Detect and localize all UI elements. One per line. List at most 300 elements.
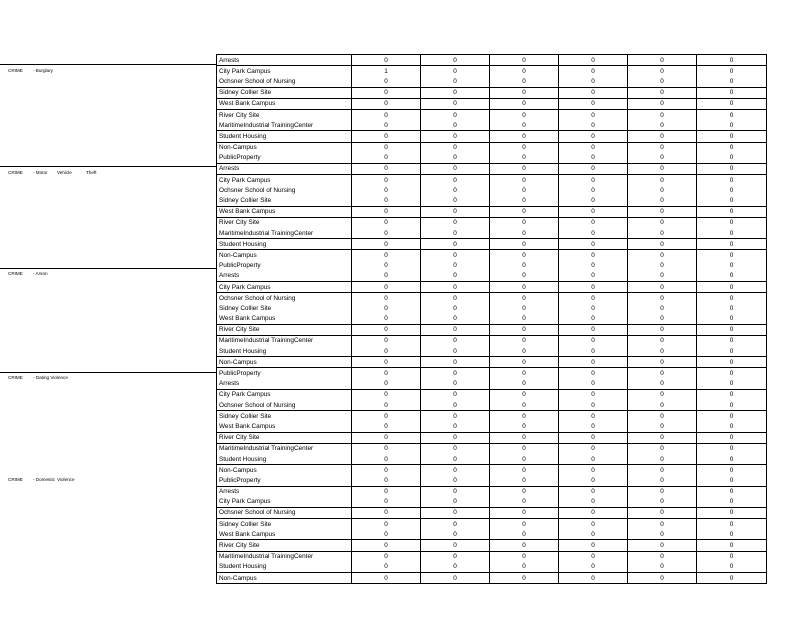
- table-row: [217, 454, 767, 465]
- count-cell: 0: [421, 163, 490, 174]
- count-cell: 0: [352, 389, 421, 400]
- count-cell: 1: [352, 66, 421, 77]
- crime-label-word: - Burglary: [33, 68, 53, 73]
- count-cell: 0: [421, 324, 490, 335]
- table-row: [217, 519, 767, 530]
- count-cell: 0: [352, 303, 421, 313]
- table-row: [217, 98, 767, 109]
- count-cell: 0: [697, 293, 767, 304]
- count-cell: 0: [628, 486, 697, 497]
- count-cell: 0: [559, 281, 628, 292]
- table-row: [217, 163, 767, 174]
- count-cell: 0: [559, 185, 628, 195]
- count-cell: 0: [697, 497, 767, 508]
- count-cell: 0: [628, 185, 697, 195]
- location-cell: West Bank Campus: [217, 206, 352, 217]
- count-cell: 0: [352, 195, 421, 206]
- count-cell: 0: [490, 131, 559, 142]
- table-row: [217, 87, 767, 98]
- location-cell: MaritimeIndustrial TrainingCenter: [217, 228, 352, 239]
- count-cell: 0: [628, 346, 697, 357]
- count-cell: 0: [352, 562, 421, 573]
- table-row: [217, 486, 767, 497]
- count-cell: 0: [421, 261, 490, 271]
- count-cell: 0: [697, 185, 767, 195]
- count-cell: 0: [490, 529, 559, 540]
- count-cell: 0: [421, 443, 490, 454]
- count-cell: 0: [352, 109, 421, 120]
- table-row: [217, 411, 767, 422]
- table-row: [217, 497, 767, 508]
- count-cell: 0: [628, 271, 697, 282]
- count-cell: 0: [628, 475, 697, 486]
- count-cell: 0: [697, 131, 767, 142]
- count-cell: 0: [352, 185, 421, 195]
- count-cell: 0: [697, 421, 767, 432]
- count-cell: 0: [697, 454, 767, 465]
- count-cell: 0: [490, 228, 559, 239]
- count-cell: 0: [490, 217, 559, 228]
- count-cell: 0: [697, 475, 767, 486]
- count-cell: 0: [559, 475, 628, 486]
- table-row: [217, 185, 767, 195]
- count-cell: 0: [421, 573, 490, 584]
- count-cell: 0: [352, 540, 421, 551]
- count-cell: 0: [697, 432, 767, 443]
- count-cell: 0: [490, 335, 559, 346]
- count-cell: 0: [421, 368, 490, 379]
- count-cell: 0: [421, 497, 490, 508]
- count-cell: 0: [628, 324, 697, 335]
- count-cell: 0: [628, 303, 697, 313]
- crime-label-word: CRIME: [8, 170, 23, 175]
- count-cell: 0: [421, 66, 490, 77]
- location-cell: Non-Campus: [217, 250, 352, 261]
- table-row: [217, 293, 767, 304]
- count-cell: 0: [559, 562, 628, 573]
- count-cell: 0: [559, 109, 628, 120]
- count-cell: 0: [490, 357, 559, 368]
- count-cell: 0: [559, 379, 628, 390]
- count-cell: 0: [490, 185, 559, 195]
- count-cell: 0: [352, 497, 421, 508]
- count-cell: 0: [490, 66, 559, 77]
- count-cell: 0: [421, 87, 490, 98]
- count-cell: 0: [490, 551, 559, 562]
- count-cell: 0: [421, 153, 490, 164]
- count-cell: 0: [697, 55, 767, 66]
- location-cell: PublicProperty: [217, 368, 352, 379]
- count-cell: 0: [697, 281, 767, 292]
- location-cell: MaritimeIndustrial TrainingCenter: [217, 120, 352, 131]
- count-cell: 0: [352, 175, 421, 186]
- location-cell: Non-Campus: [217, 573, 352, 584]
- count-cell: 0: [421, 562, 490, 573]
- location-cell: MaritimeIndustrial TrainingCenter: [217, 551, 352, 562]
- count-cell: 0: [628, 562, 697, 573]
- count-cell: 0: [490, 421, 559, 432]
- table-row: [217, 465, 767, 476]
- crime-label-word: Violence: [57, 477, 75, 482]
- count-cell: 0: [697, 217, 767, 228]
- count-cell: 0: [697, 120, 767, 131]
- count-cell: 0: [490, 519, 559, 530]
- count-cell: 0: [421, 131, 490, 142]
- count-cell: 0: [628, 357, 697, 368]
- count-cell: 0: [421, 432, 490, 443]
- count-cell: 0: [559, 400, 628, 411]
- count-cell: 0: [697, 76, 767, 87]
- count-cell: 0: [559, 120, 628, 131]
- table-row: [217, 281, 767, 292]
- count-cell: 0: [352, 261, 421, 271]
- table-row: [217, 443, 767, 454]
- count-cell: 0: [490, 324, 559, 335]
- table-row: [217, 271, 767, 282]
- location-cell: PublicProperty: [217, 153, 352, 164]
- count-cell: 0: [352, 400, 421, 411]
- location-cell: River City Site: [217, 109, 352, 120]
- count-cell: 0: [559, 389, 628, 400]
- location-cell: Ochsner School of Nursing: [217, 400, 352, 411]
- count-cell: 0: [628, 250, 697, 261]
- count-cell: 0: [628, 411, 697, 422]
- count-cell: 0: [559, 195, 628, 206]
- count-cell: 0: [697, 562, 767, 573]
- count-cell: 0: [352, 551, 421, 562]
- count-cell: 0: [490, 281, 559, 292]
- location-cell: City Park Campus: [217, 281, 352, 292]
- count-cell: 0: [352, 131, 421, 142]
- count-cell: 0: [559, 131, 628, 142]
- count-cell: 0: [697, 109, 767, 120]
- crime-label-word: Vehicle: [57, 170, 72, 175]
- count-cell: 0: [559, 497, 628, 508]
- location-cell: Ochsner School of Nursing: [217, 76, 352, 87]
- location-cell: Arrests: [217, 379, 352, 390]
- count-cell: 0: [421, 206, 490, 217]
- count-cell: 0: [352, 368, 421, 379]
- count-cell: 0: [559, 357, 628, 368]
- location-cell: West Bank Campus: [217, 421, 352, 432]
- location-cell: Student Housing: [217, 562, 352, 573]
- count-cell: 0: [697, 551, 767, 562]
- count-cell: 0: [490, 400, 559, 411]
- count-cell: 0: [421, 519, 490, 530]
- count-cell: 0: [352, 206, 421, 217]
- count-cell: 0: [697, 519, 767, 530]
- location-cell: Ochsner School of Nursing: [217, 293, 352, 304]
- count-cell: 0: [421, 142, 490, 153]
- count-cell: 0: [490, 573, 559, 584]
- table-row: [217, 120, 767, 131]
- count-cell: 0: [352, 573, 421, 584]
- count-cell: 0: [490, 465, 559, 476]
- count-cell: 0: [421, 55, 490, 66]
- crime-label-word: - Domestic: [33, 477, 55, 482]
- count-cell: 0: [628, 76, 697, 87]
- count-cell: 0: [628, 421, 697, 432]
- count-cell: 0: [352, 486, 421, 497]
- count-cell: 0: [628, 239, 697, 250]
- count-cell: 0: [421, 421, 490, 432]
- location-cell: Student Housing: [217, 131, 352, 142]
- table-row: [217, 109, 767, 120]
- crime-category-label: [8, 477, 86, 483]
- location-cell: Arrests: [217, 55, 352, 66]
- count-cell: 0: [559, 153, 628, 164]
- table-row: [217, 55, 767, 66]
- count-cell: 0: [697, 175, 767, 186]
- location-cell: Sidney Collier Site: [217, 519, 352, 530]
- count-cell: 0: [490, 206, 559, 217]
- count-cell: 0: [421, 314, 490, 325]
- count-cell: 0: [697, 573, 767, 584]
- count-cell: 0: [421, 120, 490, 131]
- count-cell: 0: [559, 217, 628, 228]
- count-cell: 0: [697, 142, 767, 153]
- crime-category-label: [8, 170, 115, 176]
- location-cell: Arrests: [217, 486, 352, 497]
- count-cell: 0: [628, 98, 697, 109]
- count-cell: 0: [490, 411, 559, 422]
- count-cell: 0: [559, 314, 628, 325]
- location-cell: West Bank Campus: [217, 529, 352, 540]
- count-cell: 0: [421, 175, 490, 186]
- count-cell: 0: [490, 98, 559, 109]
- location-cell: River City Site: [217, 217, 352, 228]
- count-cell: 0: [352, 465, 421, 476]
- count-cell: 0: [352, 529, 421, 540]
- table-row: [217, 195, 767, 206]
- table-row: [217, 206, 767, 217]
- location-cell: Student Housing: [217, 454, 352, 465]
- crime-label-word: - Arson: [33, 271, 48, 276]
- count-cell: 0: [628, 66, 697, 77]
- count-cell: 0: [559, 142, 628, 153]
- count-cell: 0: [559, 507, 628, 518]
- count-cell: 0: [628, 293, 697, 304]
- count-cell: 0: [697, 206, 767, 217]
- count-cell: 0: [628, 206, 697, 217]
- count-cell: 0: [559, 421, 628, 432]
- table-row: [217, 346, 767, 357]
- count-cell: 0: [421, 551, 490, 562]
- crime-category-label: [8, 68, 57, 74]
- count-cell: 0: [490, 314, 559, 325]
- count-cell: 0: [352, 163, 421, 174]
- table-row: [217, 217, 767, 228]
- count-cell: 0: [697, 411, 767, 422]
- count-cell: 0: [559, 368, 628, 379]
- location-cell: Sidney Collier Site: [217, 87, 352, 98]
- count-cell: 0: [490, 443, 559, 454]
- table-row: [217, 66, 767, 77]
- table-row: [217, 400, 767, 411]
- count-cell: 0: [697, 529, 767, 540]
- count-cell: 0: [559, 303, 628, 313]
- count-cell: 0: [421, 228, 490, 239]
- count-cell: 0: [628, 261, 697, 271]
- count-cell: 0: [490, 303, 559, 313]
- count-cell: 0: [490, 389, 559, 400]
- count-cell: 0: [490, 379, 559, 390]
- count-cell: 0: [421, 239, 490, 250]
- table-row: [217, 475, 767, 486]
- location-cell: City Park Campus: [217, 497, 352, 508]
- count-cell: 0: [628, 217, 697, 228]
- count-cell: 0: [421, 389, 490, 400]
- count-cell: 0: [490, 368, 559, 379]
- location-cell: Non-Campus: [217, 357, 352, 368]
- count-cell: 0: [421, 411, 490, 422]
- count-cell: 0: [421, 529, 490, 540]
- count-cell: 0: [352, 217, 421, 228]
- table-row: [217, 314, 767, 325]
- count-cell: 0: [697, 400, 767, 411]
- count-cell: 0: [352, 432, 421, 443]
- table-body: [217, 55, 767, 584]
- count-cell: 0: [352, 421, 421, 432]
- count-cell: 0: [490, 540, 559, 551]
- count-cell: 0: [559, 443, 628, 454]
- crime-statistics-table: [216, 54, 767, 584]
- count-cell: 0: [697, 443, 767, 454]
- count-cell: 0: [628, 175, 697, 186]
- table-row: [217, 529, 767, 540]
- count-cell: 0: [352, 250, 421, 261]
- count-cell: 0: [421, 293, 490, 304]
- count-cell: 0: [421, 540, 490, 551]
- count-cell: 0: [352, 335, 421, 346]
- table-row: [217, 368, 767, 379]
- count-cell: 0: [352, 281, 421, 292]
- count-cell: 0: [352, 475, 421, 486]
- location-cell: River City Site: [217, 324, 352, 335]
- count-cell: 0: [421, 454, 490, 465]
- count-cell: 0: [628, 368, 697, 379]
- count-cell: 0: [490, 109, 559, 120]
- count-cell: 0: [559, 87, 628, 98]
- count-cell: 0: [559, 228, 628, 239]
- table-row: [217, 303, 767, 313]
- count-cell: 0: [697, 163, 767, 174]
- count-cell: 0: [628, 163, 697, 174]
- count-cell: 0: [490, 76, 559, 87]
- location-cell: City Park Campus: [217, 175, 352, 186]
- count-cell: 0: [559, 239, 628, 250]
- count-cell: 0: [697, 303, 767, 313]
- count-cell: 0: [628, 432, 697, 443]
- count-cell: 0: [559, 454, 628, 465]
- table-row: [217, 573, 767, 584]
- count-cell: 0: [628, 131, 697, 142]
- count-cell: 0: [352, 55, 421, 66]
- count-cell: 0: [559, 432, 628, 443]
- count-cell: 0: [559, 76, 628, 87]
- count-cell: 0: [490, 562, 559, 573]
- count-cell: 0: [352, 324, 421, 335]
- group-divider: [0, 64, 217, 65]
- table-row: [217, 261, 767, 271]
- count-cell: 0: [697, 66, 767, 77]
- count-cell: 0: [697, 540, 767, 551]
- count-cell: 0: [421, 281, 490, 292]
- count-cell: 0: [628, 465, 697, 476]
- count-cell: 0: [352, 346, 421, 357]
- count-cell: 0: [628, 87, 697, 98]
- location-cell: Student Housing: [217, 346, 352, 357]
- count-cell: 0: [628, 379, 697, 390]
- count-cell: 0: [559, 250, 628, 261]
- table-row: [217, 250, 767, 261]
- crime-label-word: - Dating Violence: [33, 375, 68, 380]
- count-cell: 0: [421, 357, 490, 368]
- count-cell: 0: [352, 507, 421, 518]
- count-cell: 0: [697, 314, 767, 325]
- count-cell: 0: [421, 109, 490, 120]
- count-cell: 0: [352, 228, 421, 239]
- crime-label-word: CRIME: [8, 477, 23, 482]
- count-cell: 0: [628, 573, 697, 584]
- count-cell: 0: [352, 271, 421, 282]
- count-cell: 0: [490, 432, 559, 443]
- count-cell: 0: [352, 357, 421, 368]
- count-cell: 0: [559, 163, 628, 174]
- count-cell: 0: [421, 271, 490, 282]
- count-cell: 0: [490, 497, 559, 508]
- count-cell: 0: [352, 239, 421, 250]
- count-cell: 0: [697, 271, 767, 282]
- count-cell: 0: [697, 346, 767, 357]
- location-cell: River City Site: [217, 540, 352, 551]
- count-cell: 0: [421, 250, 490, 261]
- count-cell: 0: [628, 314, 697, 325]
- count-cell: 0: [697, 153, 767, 164]
- table-row: [217, 335, 767, 346]
- count-cell: 0: [559, 465, 628, 476]
- group-divider: [0, 166, 217, 167]
- count-cell: 0: [559, 98, 628, 109]
- count-cell: 0: [628, 454, 697, 465]
- count-cell: 0: [490, 454, 559, 465]
- location-cell: Sidney Collier Site: [217, 303, 352, 313]
- count-cell: 0: [697, 379, 767, 390]
- table-row: [217, 142, 767, 153]
- location-cell: Non-Campus: [217, 142, 352, 153]
- location-cell: Ochsner School of Nursing: [217, 507, 352, 518]
- count-cell: 0: [697, 324, 767, 335]
- count-cell: 0: [490, 475, 559, 486]
- location-cell: MaritimeIndustrial TrainingCenter: [217, 443, 352, 454]
- count-cell: 0: [628, 529, 697, 540]
- count-cell: 0: [421, 185, 490, 195]
- count-cell: 0: [697, 507, 767, 518]
- count-cell: 0: [697, 87, 767, 98]
- count-cell: 0: [490, 346, 559, 357]
- location-cell: Sidney Collier Site: [217, 411, 352, 422]
- group-divider: [0, 372, 217, 373]
- count-cell: 0: [559, 519, 628, 530]
- count-cell: 0: [628, 519, 697, 530]
- count-cell: 0: [628, 195, 697, 206]
- count-cell: 0: [559, 206, 628, 217]
- count-cell: 0: [697, 389, 767, 400]
- count-cell: 0: [559, 411, 628, 422]
- count-cell: 0: [490, 507, 559, 518]
- location-cell: River City Site: [217, 432, 352, 443]
- count-cell: 0: [559, 293, 628, 304]
